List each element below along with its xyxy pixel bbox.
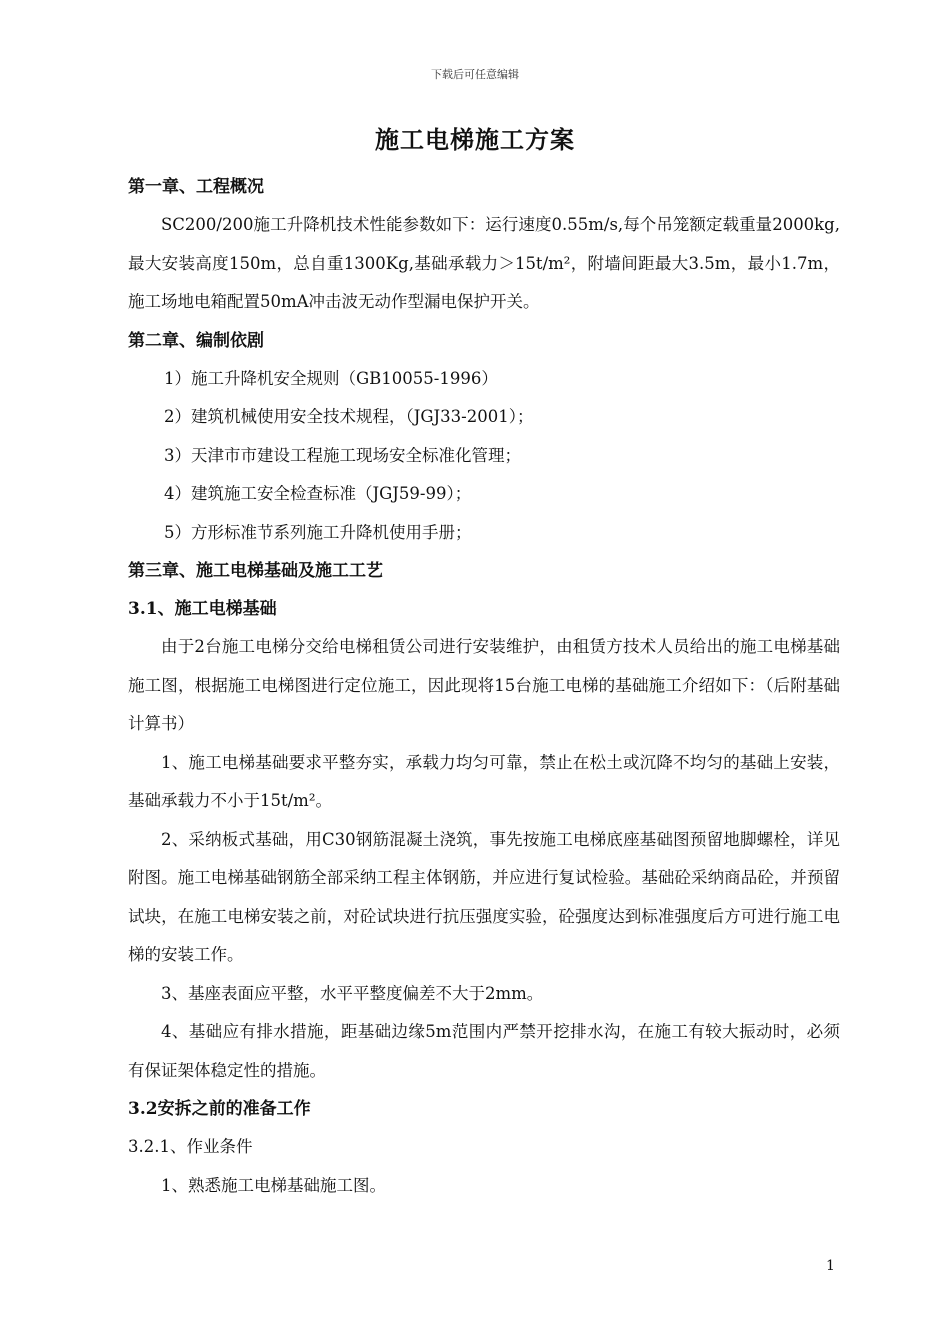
reference-item: 2）建筑机械使用安全技术规程，（JGJ33-2001）； — [164, 407, 534, 426]
section-3-1-heading: 3.1、施工电梯基础 — [128, 599, 277, 619]
section-3-1-paragraph: 4、基础应有排水措施，距基础边缘5m范围内严禁开挖排水沟，在施工有较大振动时，必须有保证架体稳定性的措施。 — [128, 1022, 840, 1080]
chapter-3-heading: 第三章、施工电梯基础及施工工艺 — [128, 561, 383, 581]
section-3-1-paragraph: 由于2台施工电梯分交给电梯租赁公司进行安装维护，由租赁方技术人员给出的施工电梯基础施工图，根据施工电梯图进行定位施工，因此现将15台施工电梯的基础施工介绍如下：（后附基础计算书） — [128, 637, 840, 733]
chapter-1-paragraph: SC200/200施工升降机技术性能参数如下：运行速度0.55m/s,每个吊笼额定载重量2000kg,最大安装高度150m，总自重1300Kg,基础承载力＞15t/m²，附墙间距最大3.5m，最小1.7m，施工场地电箱配置50mA冲击波无动作型漏电保护开关。 — [128, 215, 840, 311]
section-3-2-paragraph: 1、熟悉施工电梯基础施工图。 — [161, 1175, 386, 1195]
reference-item: 4）建筑施工安全检查标准（JGJ59-99）； — [164, 484, 472, 503]
document-title: 施工电梯施工方案 — [375, 125, 575, 154]
header-note: 下载后可任意编辑 — [431, 68, 519, 81]
section-3-1-paragraph: 3、基座表面应平整，水平平整度偏差不大于2mm。 — [161, 983, 544, 1003]
section-3-2-1-heading: 3.2.1、作业条件 — [128, 1137, 253, 1156]
chapter-2-heading: 第二章、编制依剧 — [128, 330, 264, 351]
section-3-2-heading: 3.2安拆之前的准备工作 — [128, 1099, 311, 1119]
reference-item: 3）天津市市建设工程施工现场安全标准化管理； — [164, 445, 521, 465]
document-body — [128, 168, 840, 1205]
chapter-1-heading: 第一章、工程概况 — [128, 177, 264, 197]
section-3-1-paragraph: 2、采纳板式基础，用C30钢筋混凝土浇筑，事先按施工电梯底座基础图预留地脚螺栓，详见附图。施工电梯基础钢筋全部采纳工程主体钢筋，并应进行复试检验。基础砼采纳商品砼，并预留试块，在施工电梯安装之前，对砼试块进行抗压强度实验，砼强度达到标准强度后方可进行施工电梯的安装工作。 — [128, 829, 840, 964]
reference-item: 5）方形标准节系列施工升降机使用手册； — [164, 522, 472, 542]
reference-item: 1）施工升降机安全规则（GB10055-1996） — [164, 368, 498, 388]
page-number: 1 — [826, 1258, 835, 1274]
section-3-1-paragraph: 1、施工电梯基础要求平整夯实，承载力均匀可靠，禁止在松土或沉降不均匀的基础上安装，基础承载力不小于15t/m²。 — [128, 752, 840, 810]
